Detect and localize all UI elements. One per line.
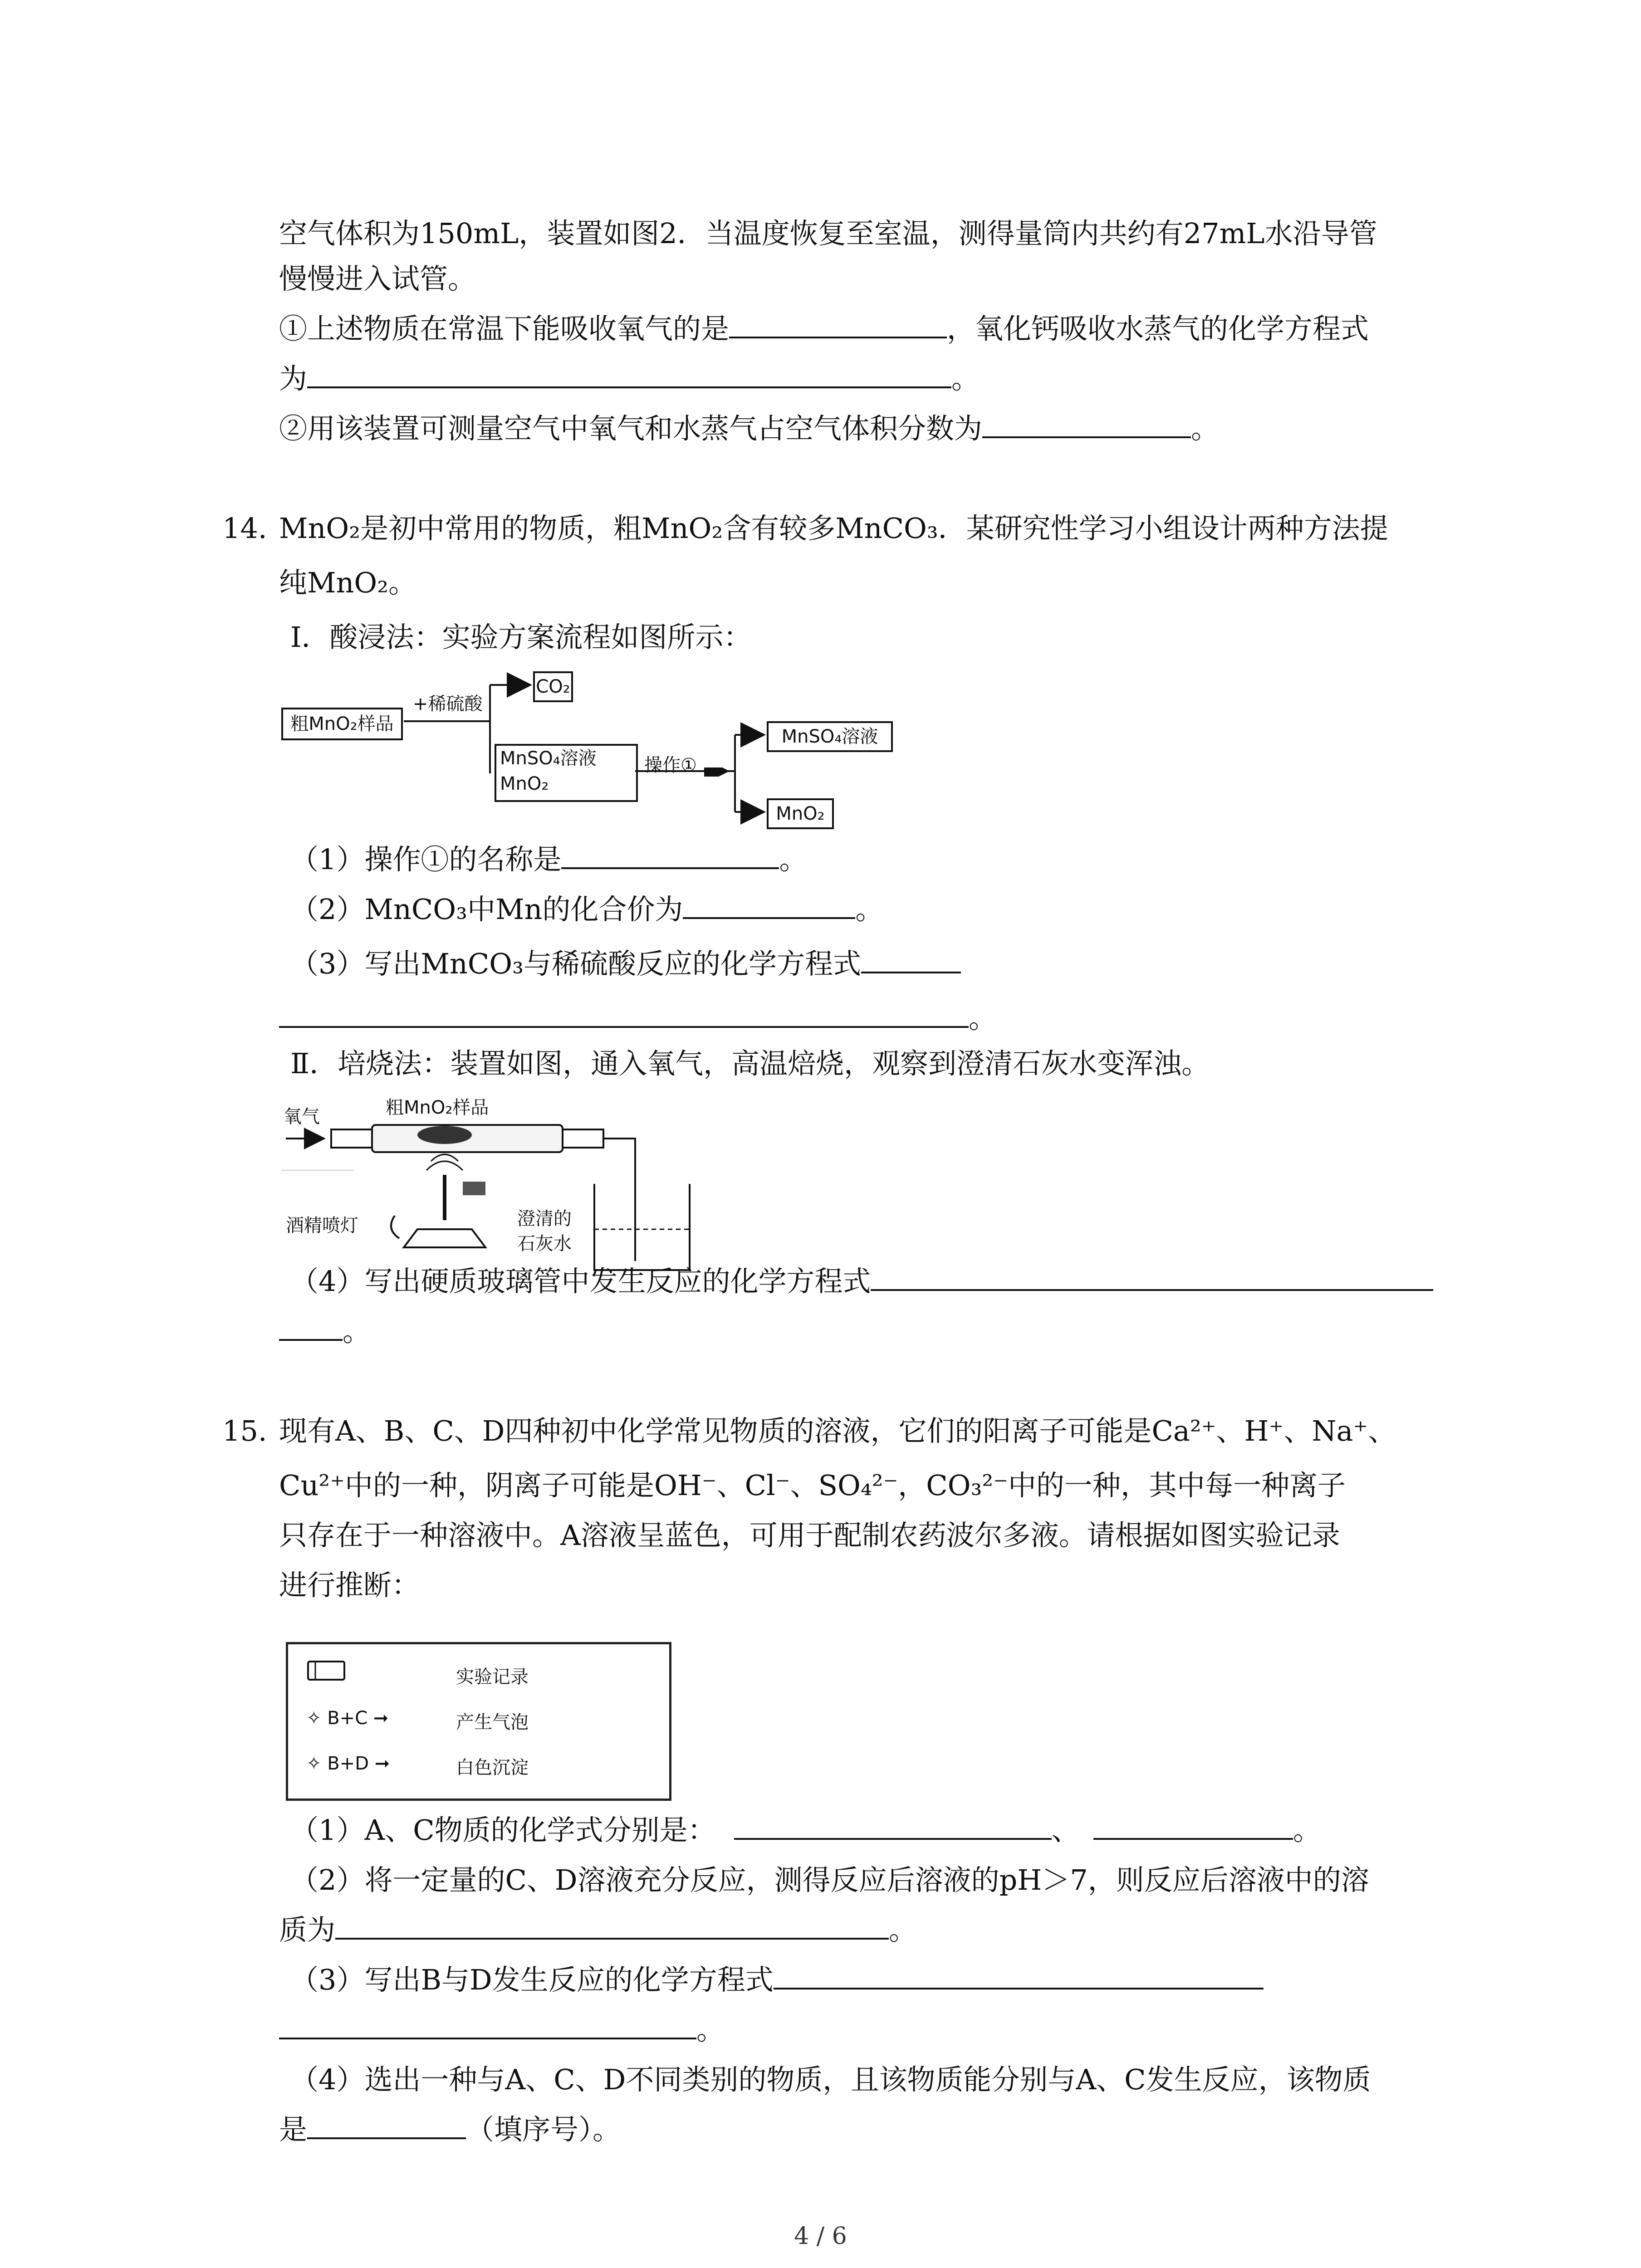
q14-line1: MnO₂是初中常用的物质，粗MnO₂含有较多MnCO₃．某研究性学习小组设计两种方法提 [279,512,1388,545]
delivery-tube [603,1139,635,1261]
q14-sub4-cont [279,1311,371,1352]
q15-sub1-end: 。 [1293,1813,1321,1847]
q13-line3-text-b: ，氧化钙吸收水蒸气的化学方程式 [947,312,1369,345]
record-icon [306,1658,352,1685]
answer-blank[interactable] [683,890,855,919]
q15-sub3-end: 。 [696,2013,725,2046]
record-row2-left [306,1753,390,1774]
q14-sub1-text: （1）操作①的名称是 [290,843,562,876]
q13-line5-text-b: 。 [1191,412,1220,445]
q14-sub1-end: 。 [779,843,808,876]
q14-part2: Ⅱ．培烧法：装置如图，通入氧气，高温焙烧，观察到澄清石灰水变浑浊。 [290,1047,1210,1080]
lamp-handle [391,1216,399,1238]
q13-line1: 空气体积为150mL，装置如图2．当温度恢复至室温，测得量筒内共约有27mL水沿导管 [279,217,1377,250]
answer-blank[interactable] [307,2110,466,2139]
lamp-base [404,1229,485,1247]
q13-line5-text-a: ②用该装置可测量空气中氧气和水蒸气占空气体积分数为 [279,412,983,445]
lamp-valve [463,1182,485,1195]
q15-sub2: （2）将一定量的C、D溶液充分反应，测得反应后溶液的pH＞7，则反应后溶液中的溶 [290,1863,1369,1897]
record-title: 实验记录 [456,1667,529,1687]
answer-blank[interactable] [1093,1811,1293,1840]
flow-op-arrow [635,767,735,777]
question-number: 15. [222,1414,267,1447]
q15-line3: 只存在于一种溶液中。A溶液呈蓝色，可用于配制农药波尔多液。请根据如图实验记录 [279,1519,1340,1552]
flame [426,1154,463,1170]
apparatus-figure [281,1093,789,1275]
q13-line4 [279,358,980,399]
answer-blank[interactable] [982,409,1191,438]
q15-sub2-cont [279,1910,917,1950]
flow-mixture-line2: MnO₂ [500,773,549,794]
q15-line4: 进行推断： [279,1569,420,1602]
flow-operation-label: 操作① [644,755,697,776]
q14-sub1 [290,839,807,880]
q15-sub3-cont [279,2009,725,2050]
q13-line2: 慢慢进入试管。 [279,262,476,295]
q14-sub4-end: 。 [343,1315,371,1348]
sample-pile [417,1126,472,1144]
q15-sub2-end: 。 [889,1913,917,1946]
q14-sub2-text: （2）MnCO₃中Mn的化合价为 [290,893,683,926]
flow-out1-box: MnSO₄溶液 [767,721,893,752]
q14-sub2 [290,889,883,930]
q15-sub4-end: （填序号）。 [466,2113,621,2146]
answer-blank[interactable] [561,840,779,869]
sparkle-icon: ✧ [306,1708,328,1729]
answer-blank[interactable] [861,944,961,973]
arrow-icon: ➞ [369,1753,390,1774]
stopper-right [563,1129,603,1148]
limewater-label-2: 石灰水 [517,1233,572,1254]
answer-blank[interactable] [335,1911,889,1940]
lamp-label: 酒精喷灯 [286,1215,358,1236]
q14-sub2-end: 。 [855,893,884,926]
flow-mixture-box [495,744,638,802]
flow-start-box: 粗MnO₂样品 [281,708,403,740]
q14-part1: Ⅰ．酸浸法：实验方案流程如图所示： [290,621,752,654]
q15-sub4: （4）选出一种与A、C、D不同类别的物质，且该物质能分别与A、C发生反应，该物质 [290,2063,1371,2096]
experiment-record-box [286,1642,671,1801]
record-row2-right: 白色沉淀 [456,1757,529,1778]
answer-blank[interactable] [729,309,947,338]
sparkle-icon: ✧ [306,1753,328,1774]
answer-blank[interactable] [734,1811,1052,1840]
record-row2-left-text: B+D [327,1753,369,1774]
q15-sub1 [290,1810,1321,1851]
oxygen-label: 氧气 [284,1106,320,1127]
flow-diagram [281,662,898,835]
record-row1-left [306,1708,388,1729]
flow-out2-box: MnO₂ [767,798,834,829]
q14-sub4 [290,1261,1433,1302]
q13-line3 [279,308,1369,349]
q13-line3-text-a: ①上述物质在常温下能吸收氧气的是 [279,312,730,345]
q15-line2: Cu²⁺中的一种，阴离子可能是OH⁻、Cl⁻、SO₄²⁻，CO₃²⁻中的一种，其中每一种离子 [279,1469,1346,1502]
sample-label: 粗MnO₂样品 [386,1097,489,1118]
q15-sub1-sep: 、 [1051,1813,1080,1847]
answer-blank[interactable] [871,1262,1433,1291]
q13-line4-text-b: 。 [951,362,980,395]
answer-blank[interactable] [279,2010,696,2039]
flow-reagent-label: +稀硫酸 [413,694,483,714]
q15-sub3 [290,1960,1264,2000]
q13-line5 [279,408,1219,449]
q15-line1: 现有A、B、C、D四种初中化学常见物质的溶液，它们的阳离子可能是Ca²⁺、H⁺、Na⁺、 [279,1414,1396,1447]
answer-blank[interactable] [279,1312,343,1341]
flow-mixture-line1: MnSO₄溶液 [500,748,597,769]
q15-sub1-text: （1）A、C物质的化学式分别是： [290,1813,716,1847]
q14-sub3-text: （3）写出MnCO₃与稀硫酸反应的化学方程式 [290,947,861,980]
question-number: 14. [222,512,267,545]
q14-sub4-text: （4）写出硬质玻璃管中发生反应的化学方程式 [290,1265,871,1298]
q15-sub3-text: （3）写出B与D发生反应的化学方程式 [290,1963,774,1996]
answer-blank[interactable] [307,359,951,388]
q13-line4-text-a: 为 [279,362,308,395]
arrow-icon: ➞ [367,1708,389,1729]
answer-blank[interactable] [774,1960,1264,1989]
q14-sub3-end: 。 [969,1002,997,1035]
limewater-label-1: 澄清的 [517,1208,572,1229]
beaker [594,1184,690,1270]
record-row1-right: 产生气泡 [456,1712,529,1733]
q15-sub4-text: 是 [279,2113,308,2146]
stopper-left [331,1129,372,1148]
q14-line2: 纯MnO₂。 [279,566,417,599]
flow-gas-box: CO₂ [533,671,573,702]
q15-sub4-cont [279,2109,621,2150]
page-number: 4 / 6 [794,2223,847,2250]
q14-sub3 [290,943,961,984]
q15-sub2-text: 质为 [279,1913,336,1946]
answer-blank[interactable] [279,999,969,1028]
q14-sub3-cont [279,998,997,1039]
record-row1-left-text: B+C [327,1708,368,1729]
